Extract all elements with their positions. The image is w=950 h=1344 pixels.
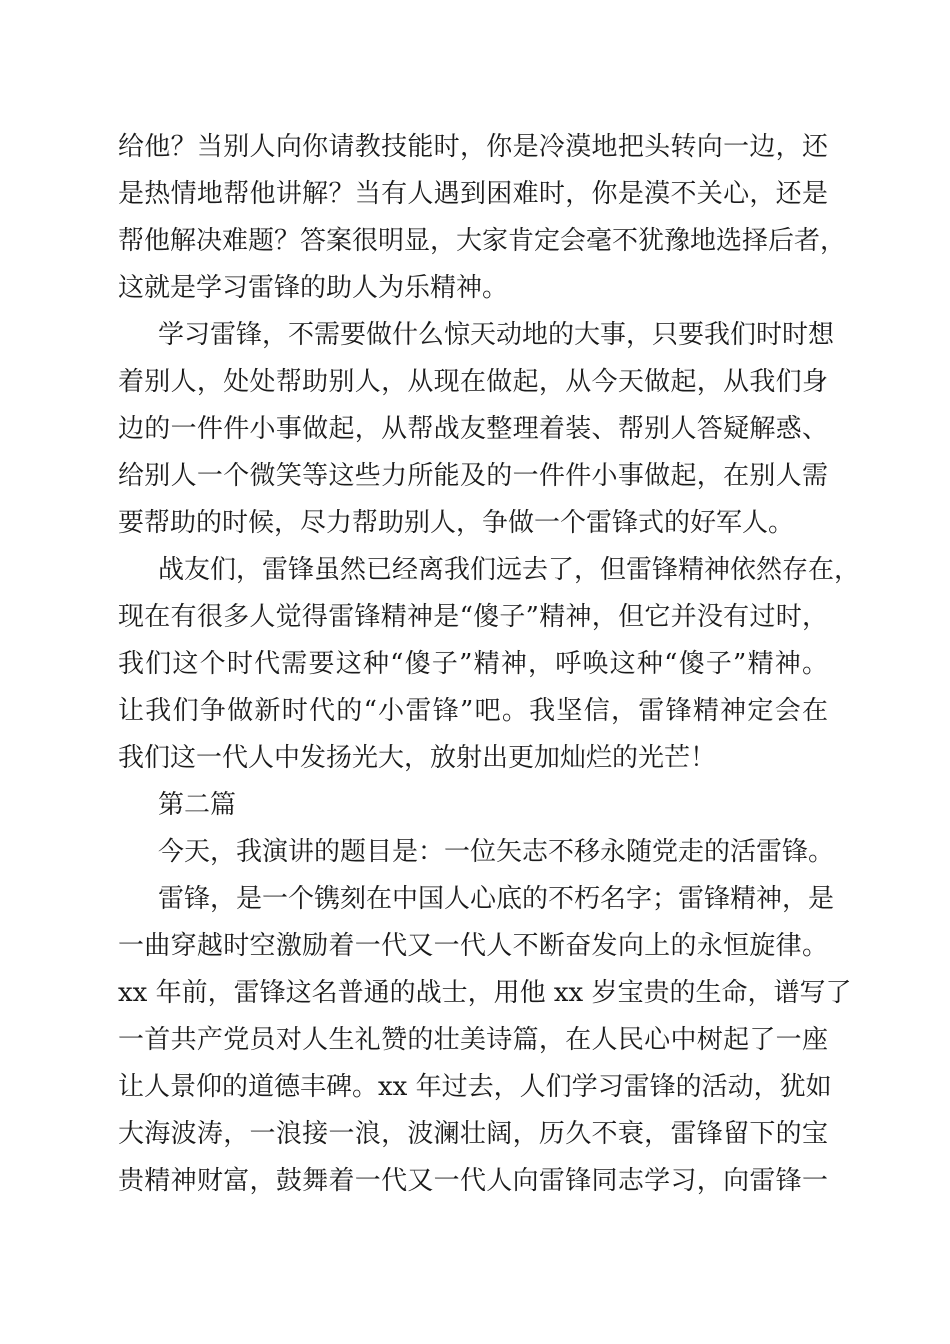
text-line: 雷锋，是一个镌刻在中国人心底的不朽名字；雷锋精神，是	[158, 884, 835, 914]
text-line: 贵精神财富，鼓舞着一代又一代人向雷锋同志学习，向雷锋一	[118, 1166, 828, 1196]
text-line: 要帮助的时候，尽力帮助别人，争做一个雷锋式的好军人。	[118, 508, 795, 538]
text-line: 是热情地帮他讲解？当有人遇到困难时，你是漠不关心，还是	[118, 179, 828, 209]
text-line: 一首共产党员对人生礼赞的壮美诗篇，在人民心中树起了一座	[118, 1025, 828, 1055]
body-text	[118, 124, 861, 1205]
text-line: 大海波涛，一浪接一浪，波澜壮阔，历久不衰，雷锋留下的宝	[118, 1119, 828, 1149]
text-line: 让我们争做新时代的“小雷锋”吧。我坚信，雷锋精神定会在	[118, 696, 828, 726]
text-line: 着别人，处处帮助别人，从现在做起，从今天做起，从我们身	[118, 367, 828, 397]
text-line: 我们这个时代需要这种“傻子”精神，呼唤这种“傻子”精神。	[118, 649, 828, 679]
text-line: 战友们，雷锋虽然已经离我们远去了，但雷锋精神依然存在，	[158, 555, 861, 585]
text-line: 现在有很多人觉得雷锋精神是“傻子”精神，但它并没有过时，	[118, 602, 828, 632]
section-heading: 第二篇	[158, 790, 237, 820]
text-line: 这就是学习雷锋的助人为乐精神。	[118, 273, 509, 303]
text-line: 让人景仰的道德丰碑。xx 年过去，人们学习雷锋的活动，犹如	[118, 1072, 832, 1102]
text-line: 今天，我演讲的题目是：一位矢志不移永随党走的活雷锋。	[158, 837, 835, 867]
text-line: 边的一件件小事做起，从帮战友整理着装、帮别人答疑解惑、	[118, 414, 828, 444]
text-line: 帮他解决难题？答案很明显，大家肯定会毫不犹豫地选择后者，	[118, 226, 847, 256]
text-line: 一曲穿越时空激励着一代又一代人不断奋发向上的永恒旋律。	[118, 931, 828, 961]
text-line: xx 年前，雷锋这名普通的战士，用他 xx 岁宝贵的生命，谱写了	[118, 978, 852, 1008]
text-line: 给他？当别人向你请教技能时，你是冷漠地把头转向一边，还	[118, 132, 828, 162]
text-line: 学习雷锋，不需要做什么惊天动地的大事，只要我们时时想	[158, 320, 835, 350]
text-line: 我们这一代人中发扬光大，放射出更加灿烂的光芒！	[118, 743, 717, 773]
text-line: 给别人一个微笑等这些力所能及的一件件小事做起，在别人需	[118, 461, 828, 491]
